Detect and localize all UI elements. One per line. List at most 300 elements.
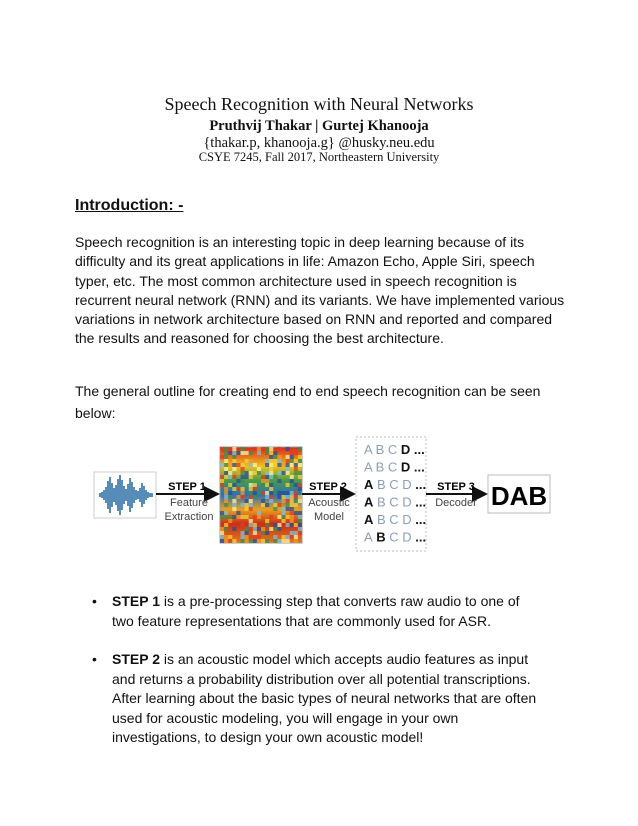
spectrogram-cell — [286, 447, 290, 451]
spectrogram-cell — [253, 539, 257, 543]
spectrogram-cell — [273, 539, 277, 543]
spectrogram-cell — [298, 515, 302, 519]
spectrogram-cell — [220, 455, 224, 459]
spectrogram-cell — [286, 483, 290, 487]
spectrogram-cell — [249, 503, 253, 507]
spectrogram-cell — [245, 499, 249, 503]
spectrogram-cell — [294, 467, 298, 471]
spectrogram-cell — [228, 535, 232, 539]
steps-list — [75, 592, 545, 767]
spectrogram-cell — [265, 471, 269, 475]
spectrogram-cell — [265, 447, 269, 451]
spectrogram-cell — [249, 499, 253, 503]
spectrogram-cell — [290, 455, 294, 459]
spectrogram-cell — [228, 495, 232, 499]
spectrogram-cell — [269, 527, 273, 531]
spectrogram-cell — [298, 483, 302, 487]
spectrogram-cell — [232, 467, 236, 471]
spectrogram-cell — [294, 463, 298, 467]
spectrogram-cell — [241, 539, 245, 543]
intro-heading: Introduction: - — [75, 197, 184, 214]
author-emails: {thakar.p, khanooja.g} @husky.neu.edu — [203, 135, 435, 151]
pipeline-figure — [92, 435, 552, 555]
spectrogram-cell — [245, 515, 249, 519]
spectrogram-cell — [290, 535, 294, 539]
spectrogram-cell — [224, 523, 228, 527]
spectrogram-cell — [261, 447, 265, 451]
spectrogram-cell — [298, 511, 302, 515]
spectrogram-cell — [241, 475, 245, 479]
spectrogram-cell — [290, 531, 294, 535]
spectrogram-cell — [282, 499, 286, 503]
spectrogram-cell — [253, 535, 257, 539]
spectrogram-cell — [294, 503, 298, 507]
spectrogram-cell — [241, 523, 245, 527]
spectrogram-cell — [298, 495, 302, 499]
spectrogram-cell — [265, 539, 269, 543]
spectrogram-cell — [220, 511, 224, 515]
spectrogram-cell — [290, 475, 294, 479]
spectrogram-cell — [224, 475, 228, 479]
spectrogram-cell — [265, 451, 269, 455]
spectrogram-cell — [249, 523, 253, 527]
step1-line1: Feature — [170, 497, 208, 509]
spectrogram-cell — [265, 495, 269, 499]
spectrogram-cell — [249, 475, 253, 479]
spectrogram-cell — [294, 483, 298, 487]
spectrogram-cell — [286, 539, 290, 543]
spectrogram-cell — [277, 491, 281, 495]
spectrogram-cell — [261, 479, 265, 483]
spectrogram-cell — [224, 499, 228, 503]
spectrogram-cell — [282, 463, 286, 467]
spectrogram-cell — [220, 515, 224, 519]
spectrogram-cell — [298, 463, 302, 467]
bullet-icon: • — [92, 651, 97, 667]
spectrogram-cell — [245, 507, 249, 511]
spectrogram-cell — [265, 475, 269, 479]
bullet-text: is an acoustic model which accepts audio features as input and returns a probability distribution over all potential transcriptions. After learning about the basic types of neural networks that are often used for acoustic modeling, you will engage in your own investigations, to design your own acoustic model! — [112, 651, 537, 745]
spectrogram-cell — [228, 447, 232, 451]
bullet-text: is a pre-processing step that converts raw audio to one of two feature representations that are commonly used for ASR. — [112, 593, 520, 629]
spectrogram-cell — [290, 507, 294, 511]
spectrogram-cell — [232, 447, 236, 451]
spectrogram-cell — [236, 515, 240, 519]
spectrogram-cell — [294, 451, 298, 455]
spectrogram-cell — [232, 463, 236, 467]
spectrogram-cell — [261, 531, 265, 535]
spectrogram-cell — [224, 455, 228, 459]
spectrogram-cell — [232, 503, 236, 507]
spectrogram-cell — [224, 471, 228, 475]
spectrogram-cell — [224, 511, 228, 515]
spectrogram-cell — [294, 459, 298, 463]
spectrogram-cell — [269, 483, 273, 487]
spectrogram-cell — [282, 471, 286, 475]
spectrogram-cell — [224, 463, 228, 467]
spectrogram-cell — [286, 523, 290, 527]
waveform-image — [94, 472, 156, 518]
spectrogram-cell — [286, 507, 290, 511]
spectrogram-cell — [241, 535, 245, 539]
spectrogram-cell — [249, 463, 253, 467]
bullet-label: STEP 2 — [112, 651, 160, 667]
spectrogram-cell — [282, 507, 286, 511]
spectrogram-cell — [241, 463, 245, 467]
spectrogram-cell — [269, 467, 273, 471]
spectrogram-cell — [241, 531, 245, 535]
spectrogram-cell — [236, 511, 240, 515]
spectrogram-cell — [294, 539, 298, 543]
bullet-label: STEP 1 — [112, 593, 160, 609]
spectrogram-cell — [245, 539, 249, 543]
spectrogram-cell — [290, 495, 294, 499]
spectrogram-cell — [220, 535, 224, 539]
spectrogram-cell — [224, 491, 228, 495]
spectrogram-cell — [241, 503, 245, 507]
spectrogram-cell — [236, 451, 240, 455]
spectrogram-cell — [224, 495, 228, 499]
spectrogram-cell — [253, 447, 257, 451]
spectrogram-cell — [220, 479, 224, 483]
spectrogram-cell — [273, 507, 277, 511]
spectrogram-cell — [286, 499, 290, 503]
spectrogram-cell — [277, 523, 281, 527]
spectrogram-cell — [257, 491, 261, 495]
spectrogram-cell — [245, 471, 249, 475]
spectrogram-cell — [232, 515, 236, 519]
spectrogram-cell — [294, 531, 298, 535]
spectrogram-cell — [249, 471, 253, 475]
spectrogram-cell — [257, 511, 261, 515]
spectrogram-cell — [298, 499, 302, 503]
spectrogram-cell — [265, 503, 269, 507]
spectrogram-cell — [257, 539, 261, 543]
spectrogram-cell — [249, 483, 253, 487]
spectrogram-cell — [228, 451, 232, 455]
spectrogram-cell — [257, 535, 261, 539]
spectrogram-cell — [277, 527, 281, 531]
spectrogram-cell — [220, 527, 224, 531]
spectrogram-cell — [220, 447, 224, 451]
transcription-row: A B C D ... — [364, 512, 427, 527]
spectrogram-cell — [220, 539, 224, 543]
spectrogram-cell — [220, 483, 224, 487]
spectrogram-cell — [228, 463, 232, 467]
spectrogram-cell — [253, 487, 257, 491]
spectrogram-cell — [277, 463, 281, 467]
spectrogram-image — [220, 447, 302, 543]
spectrogram-cell — [273, 463, 277, 467]
spectrogram-cell — [249, 507, 253, 511]
spectrogram-cell — [245, 527, 249, 531]
spectrogram-cell — [290, 479, 294, 483]
spectrogram-cell — [282, 515, 286, 519]
spectrogram-cell — [290, 519, 294, 523]
spectrogram-cell — [298, 487, 302, 491]
spectrogram-cell — [220, 531, 224, 535]
spectrogram-cell — [249, 491, 253, 495]
spectrogram-cell — [265, 479, 269, 483]
spectrogram-cell — [232, 475, 236, 479]
step1-title: STEP 1 — [168, 481, 206, 493]
spectrogram-cell — [294, 471, 298, 475]
spectrogram-cell — [290, 511, 294, 515]
spectrogram-cell — [273, 451, 277, 455]
spectrogram-cell — [253, 471, 257, 475]
spectrogram-cell — [224, 451, 228, 455]
spectrogram-cell — [290, 491, 294, 495]
spectrogram-cell — [273, 523, 277, 527]
spectrogram-cell — [294, 499, 298, 503]
spectrogram-cell — [257, 447, 261, 451]
spectrogram-cell — [294, 511, 298, 515]
spectrogram-cell — [228, 539, 232, 543]
spectrogram-cell — [261, 475, 265, 479]
spectrogram-cell — [253, 491, 257, 495]
step3-line1: Decoder — [435, 497, 477, 509]
spectrogram-cell — [232, 455, 236, 459]
spectrogram-cell — [273, 491, 277, 495]
spectrogram-cell — [298, 527, 302, 531]
spectrogram-cell — [253, 515, 257, 519]
spectrogram-cell — [298, 447, 302, 451]
spectrogram-cell — [224, 503, 228, 507]
spectrogram-cell — [261, 527, 265, 531]
spectrogram-cell — [265, 463, 269, 467]
spectrogram-cell — [253, 463, 257, 467]
spectrogram-cell — [265, 483, 269, 487]
spectrogram-cell — [236, 495, 240, 499]
spectrogram-cell — [253, 531, 257, 535]
spectrogram-cell — [290, 523, 294, 527]
spectrogram-cell — [228, 475, 232, 479]
spectrogram-cell — [269, 491, 273, 495]
spectrogram-cell — [265, 531, 269, 535]
spectrogram-cell — [232, 451, 236, 455]
spectrogram-cell — [269, 471, 273, 475]
spectrogram-cell — [298, 455, 302, 459]
spectrogram-cell — [257, 515, 261, 519]
spectrogram-cell — [277, 479, 281, 483]
spectrogram-cell — [224, 447, 228, 451]
spectrogram-cell — [261, 499, 265, 503]
spectrogram-cell — [269, 455, 273, 459]
spectrogram-cell — [224, 487, 228, 491]
spectrogram-cell — [286, 459, 290, 463]
spectrogram-cell — [236, 463, 240, 467]
intro-paragraph: Speech recognition is an interesting topic in deep learning because of its difficulty and its great applications in life: Amazon Echo, Apple Siri, speech typer, etc. The most common architecture used in speech recognition is recurrent neural network (RNN) and its variants. We have implemented various variations in network architecture based on RNN and reported and compared the results and reasoned for choosing the best architecture. — [75, 234, 565, 347]
spectrogram-cell — [298, 531, 302, 535]
spectrogram-cell — [232, 487, 236, 491]
spectrogram-cell — [224, 459, 228, 463]
spectrogram-cell — [298, 459, 302, 463]
spectrogram-cell — [236, 471, 240, 475]
spectrogram-cell — [241, 515, 245, 519]
spectrogram-cell — [265, 519, 269, 523]
spectrogram-cell — [232, 539, 236, 543]
spectrogram-cell — [249, 539, 253, 543]
spectrogram-cell — [294, 491, 298, 495]
spectrogram-cell — [282, 511, 286, 515]
spectrogram-cell — [261, 503, 265, 507]
spectrogram-cell — [241, 471, 245, 475]
spectrogram-cell — [298, 523, 302, 527]
spectrogram-cell — [232, 483, 236, 487]
spectrogram-cell — [277, 515, 281, 519]
spectrogram-cell — [282, 491, 286, 495]
spectrogram-cell — [220, 463, 224, 467]
spectrogram-cell — [245, 451, 249, 455]
spectrogram-cell — [265, 459, 269, 463]
spectrogram-cell — [290, 503, 294, 507]
spectrogram-cell — [249, 459, 253, 463]
transcription-row: A B C D ... — [364, 494, 427, 510]
spectrogram-cell — [241, 495, 245, 499]
spectrogram-cell — [273, 459, 277, 463]
spectrogram-cell — [277, 539, 281, 543]
step2-title: STEP 2 — [309, 481, 347, 493]
spectrogram-cell — [286, 463, 290, 467]
spectrogram-cell — [282, 535, 286, 539]
spectrogram-cell — [249, 535, 253, 539]
spectrogram-cell — [245, 531, 249, 535]
spectrogram-cell — [245, 459, 249, 463]
spectrogram-cell — [282, 519, 286, 523]
spectrogram-cell — [290, 483, 294, 487]
spectrogram-cell — [294, 495, 298, 499]
spectrogram-cell — [261, 491, 265, 495]
spectrogram-cell — [290, 459, 294, 463]
spectrogram-cell — [277, 471, 281, 475]
spectrogram-cell — [290, 499, 294, 503]
step1-line2: Extraction — [164, 511, 214, 523]
spectrogram-cell — [249, 519, 253, 523]
spectrogram-cell — [286, 455, 290, 459]
spectrogram-cell — [245, 475, 249, 479]
spectrogram-cell — [286, 515, 290, 519]
spectrogram-cell — [249, 487, 253, 491]
spectrogram-cell — [277, 495, 281, 499]
spectrogram-cell — [232, 499, 236, 503]
spectrogram-cell — [253, 523, 257, 527]
spectrogram-cell — [269, 463, 273, 467]
transcription-row: A B C D ... — [364, 442, 425, 457]
spectrogram-cell — [286, 471, 290, 475]
step3-title: STEP 3 — [437, 481, 475, 493]
spectrogram-cell — [224, 515, 228, 519]
list-item — [75, 650, 545, 748]
spectrogram-cell — [261, 483, 265, 487]
step2-line1: Acoustic — [308, 497, 350, 509]
spectrogram-cell — [228, 471, 232, 475]
transcription-row: A B C D ... — [364, 459, 425, 475]
spectrogram-cell — [257, 527, 261, 531]
spectrogram-cell — [232, 527, 236, 531]
spectrogram-cell — [269, 447, 273, 451]
spectrogram-cell — [228, 491, 232, 495]
spectrogram-cell — [224, 535, 228, 539]
spectrogram-cell — [261, 539, 265, 543]
spectrogram-cell — [224, 527, 228, 531]
spectrogram-cell — [286, 467, 290, 471]
page-title: Speech Recognition with Neural Networks — [164, 94, 474, 114]
course-info: CSYE 7245, Fall 2017, Northeastern University — [198, 150, 440, 164]
spectrogram-cell — [241, 479, 245, 483]
spectrogram-cell — [253, 483, 257, 487]
spectrogram-cell — [294, 523, 298, 527]
spectrogram-cell — [286, 491, 290, 495]
spectrogram-cell — [286, 495, 290, 499]
spectrogram-cell — [273, 455, 277, 459]
spectrogram-cell — [277, 455, 281, 459]
outline-paragraph: The general outline for creating end to end speech recognition can be seen below: — [75, 383, 541, 421]
spectrogram-cell — [228, 515, 232, 519]
spectrogram-cell — [273, 535, 277, 539]
spectrogram-cell — [290, 515, 294, 519]
spectrogram-cell — [253, 495, 257, 499]
spectrogram-cell — [265, 523, 269, 527]
spectrogram-cell — [220, 475, 224, 479]
transcription-row: A B C D ... — [364, 529, 427, 545]
spectrogram-cell — [245, 535, 249, 539]
spectrogram-cell — [236, 487, 240, 491]
spectrogram-cell — [245, 503, 249, 507]
step2-line2: Model — [314, 511, 344, 523]
bullet-icon: • — [92, 593, 97, 609]
spectrogram-cell — [290, 463, 294, 467]
spectrogram-cell — [273, 527, 277, 531]
spectrogram-cell — [286, 503, 290, 507]
spectrogram-cell — [273, 475, 277, 479]
output-text: DAB — [490, 481, 548, 511]
spectrogram-cell — [282, 539, 286, 543]
spectrogram-cell — [241, 447, 245, 451]
spectrogram-cell — [298, 475, 302, 479]
spectrogram-cell — [294, 535, 298, 539]
spectrogram-cell — [257, 471, 261, 475]
spectrogram-cell — [241, 491, 245, 495]
spectrogram-cell — [257, 451, 261, 455]
spectrogram-cell — [298, 519, 302, 523]
spectrogram-cell — [277, 447, 281, 451]
spectrogram-cell — [273, 503, 277, 507]
spectrogram-cell — [232, 459, 236, 463]
authors: Pruthvij Thakar | Gurtej Khanooja — [209, 118, 429, 134]
spectrogram-cell — [241, 467, 245, 471]
spectrogram-cell — [269, 499, 273, 503]
spectrogram-cell — [228, 483, 232, 487]
spectrogram-cell — [269, 451, 273, 455]
spectrogram-cell — [253, 527, 257, 531]
spectrogram-cell — [269, 475, 273, 479]
spectrogram-cell — [269, 495, 273, 499]
spectrogram-cell — [228, 519, 232, 523]
spectrogram-cell — [249, 451, 253, 455]
spectrogram-cell — [232, 507, 236, 511]
spectrogram-cell — [269, 459, 273, 463]
spectrogram-cell — [282, 495, 286, 499]
spectrogram-cell — [269, 487, 273, 491]
spectrogram-cell — [290, 451, 294, 455]
spectrogram-cell — [241, 487, 245, 491]
spectrogram-cell — [286, 535, 290, 539]
spectrogram-cell — [224, 539, 228, 543]
spectrogram-cell — [224, 467, 228, 471]
spectrogram-cell — [241, 451, 245, 455]
list-item — [75, 592, 545, 631]
spectrogram-cell — [236, 479, 240, 483]
